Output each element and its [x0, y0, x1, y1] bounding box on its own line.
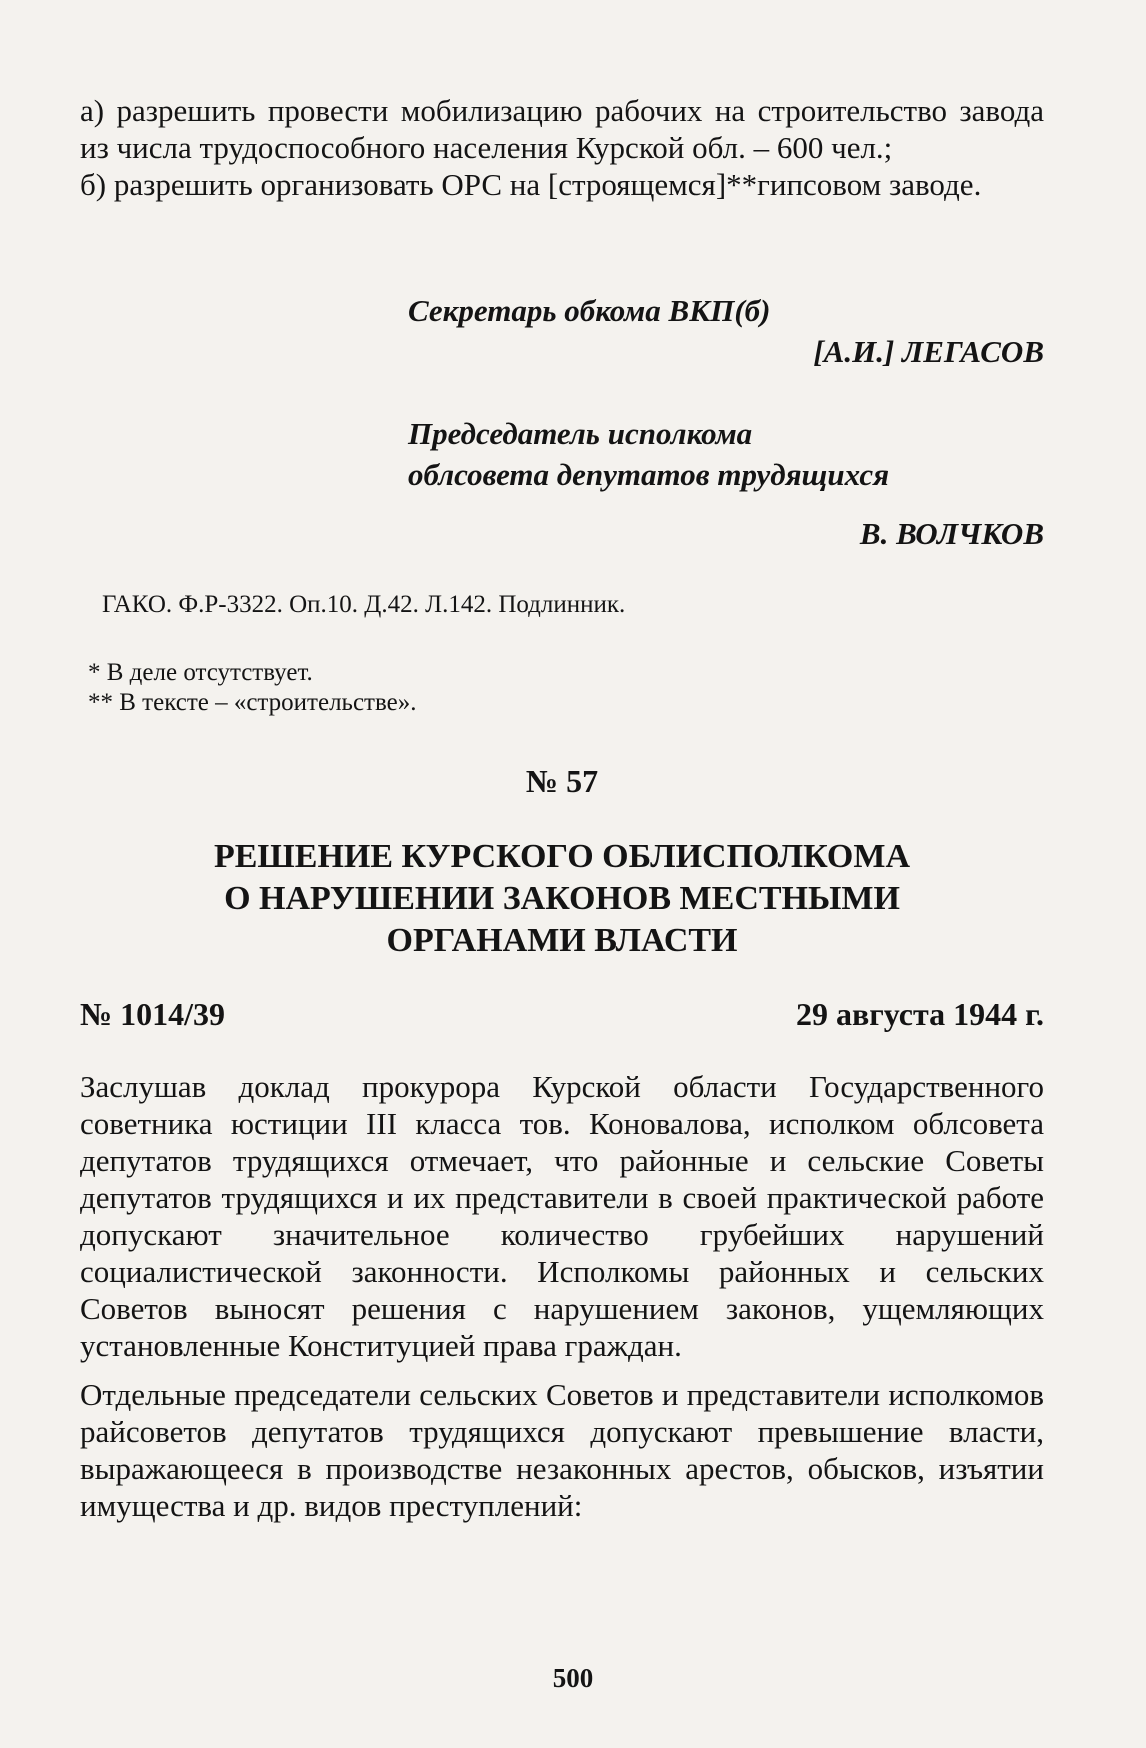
- continuation-text: [80, 92, 1044, 203]
- item-b: б) разрешить организовать ОРС на [строящемся]**гипсовом заводе.: [80, 167, 982, 202]
- secretary-name: [А.И.] ЛЕГАСОВ: [813, 334, 1044, 369]
- chairman-title-line-1: Председатель исполкома: [408, 416, 753, 451]
- document-title: [80, 836, 1044, 962]
- footnotes: [88, 658, 1052, 718]
- footnote-1: * В деле отсутствует.: [88, 659, 313, 686]
- page-number: 500: [552, 1663, 594, 1693]
- archive-source: ГАКО. Ф.Р-3322. Оп.10. Д.42. Л.142. Подлинник.: [102, 591, 626, 618]
- footnote-2: ** В тексте – «строительстве».: [88, 689, 417, 716]
- chairman-name: В. ВОЛЧКОВ: [859, 516, 1044, 551]
- decision-number: № 1014/39: [80, 996, 226, 1032]
- title-line-1: РЕШЕНИЕ КУРСКОГО ОБЛИСПОЛКОМА: [213, 838, 911, 875]
- secretary-title: Секретарь обкома ВКП(б): [408, 293, 771, 328]
- decision-meta: [80, 995, 1044, 1033]
- paragraph-2: Отдельные председатели сельских Советов и представители исполкомов райсоветов депутатов трудящихся допускают превышение власти, выражающееся в производстве незаконных арестов, обысков, изъятии имущества и др. видов преступлений:: [80, 1377, 1044, 1523]
- title-line-3: ОРГАНАМИ ВЛАСТИ: [386, 922, 738, 959]
- chairman-title-line-2: облсовета депутатов трудящихся: [408, 457, 890, 492]
- paragraph-1: Заслушав доклад прокурора Курской области Государственного советника юстиции III класса тов. Коновалова, исполком облсовета депутатов трудящихся отмечает, что районные и сельские Советы депутатов трудящихся и их представители в своей практической работе допускают значительное количество грубейших нарушений социалистической законности. Исполкомы районных и сельских Советов выносят решения с нарушением законов, ущемляющих установленные Конституцией права граждан.: [80, 1069, 1044, 1363]
- title-line-2: О НАРУШЕНИИ ЗАКОНОВ МЕСТНЫМИ: [224, 880, 900, 917]
- decision-body: [80, 1068, 1044, 1524]
- document-number-heading: № 57: [525, 763, 599, 799]
- item-a: а) разрешить провести мобилизацию рабочих на строительство завода из числа трудоспособного населения Курской обл. – 600 чел.;: [80, 93, 1044, 165]
- decision-date: 29 августа 1944 г.: [795, 996, 1044, 1032]
